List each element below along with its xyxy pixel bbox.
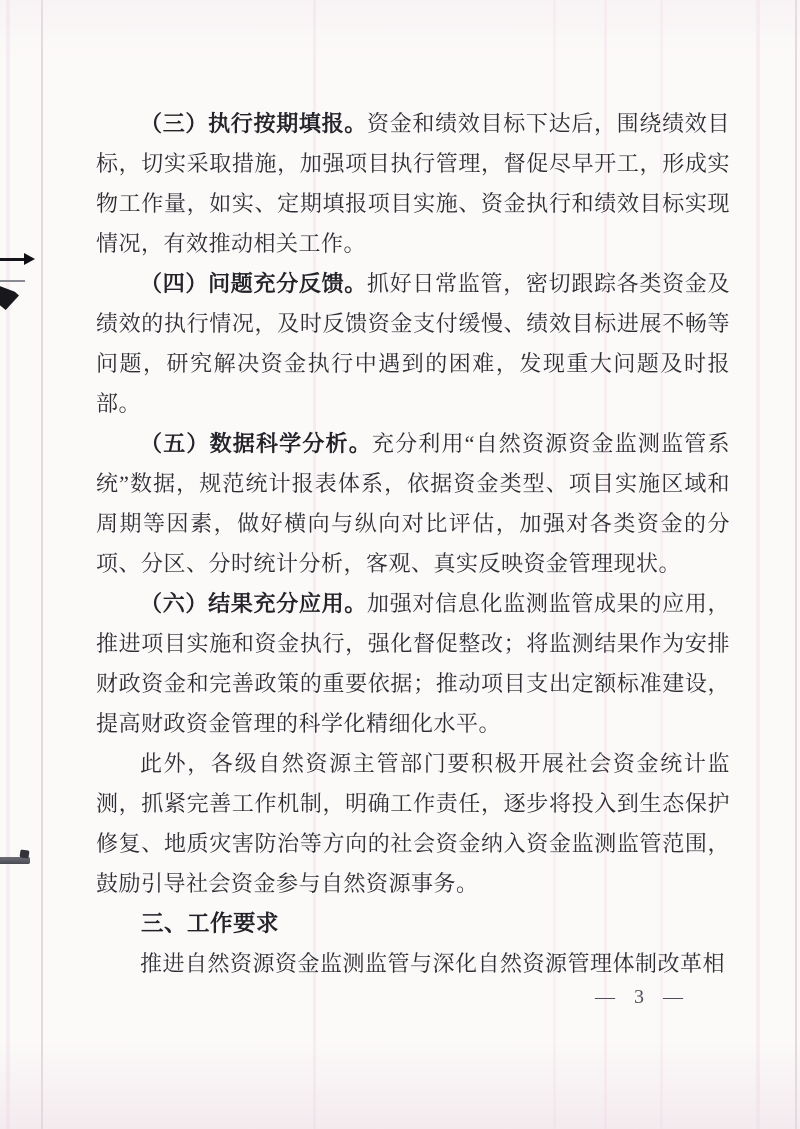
binding-mark-upper-tip: [24, 253, 35, 265]
scan-streak: [756, 0, 760, 1129]
paragraph-3-lead: （三）执行按期填报。: [140, 111, 367, 136]
paragraph-4: [96, 264, 730, 424]
paragraph-3-text: 资金和绩效目标下达后，围绕绩效目标，切实采取措施，加强项目执行管理，督促尽早开工，形成实物工作量，如实、定期填报项目实施、资金执行和绩效目标实现情况，有效推动相关工作。: [96, 111, 730, 256]
paragraph-4-text: 抓好日常监管，密切跟踪各类资金及绩效的执行情况，及时反馈资金支付缓慢、绩效目标进展不畅等问题，研究解决资金执行中遇到的困难，发现重大问题及时报部。: [96, 271, 730, 416]
paragraph-4-lead: （四）问题充分反馈。: [140, 271, 367, 296]
paragraph-6: [96, 584, 730, 744]
section-heading: 三、工作要求: [141, 911, 280, 936]
binding-mark-lower-bar: [0, 857, 30, 864]
paragraph-6-lead: （六）结果充分应用。: [140, 591, 367, 616]
document-body: [96, 104, 730, 984]
paragraph-5: [96, 424, 730, 584]
binding-mark-middle-line: [0, 280, 25, 282]
scan-edge-line-left: [41, 0, 43, 1129]
paragraph-5-lead: （五）数据科学分析。: [140, 431, 372, 456]
scan-edge-line-right: [795, 0, 797, 1129]
paragraph-5-text: 充分利用“自然资源资金监测监管系统”数据，规范统计报表体系，依据资金类型、项目实施区域和周期等因素，做好横向与纵向对比评估，加强对各类资金的分项、分区、分时统计分析，客观、真实反映资金管理现状。: [96, 431, 730, 576]
page-number: — 3 —: [595, 986, 690, 1008]
paragraph-6-text: 加强对信息化监测监管成果的应用，推进项目实施和资金执行，强化督促整改；将监测结果作为安排财政资金和完善政策的重要依据；推动项目支出定额标准建设，提高财政资金管理的科学化精细化水平。: [96, 591, 730, 736]
binding-mark-upper-line: [0, 258, 29, 261]
scan-streak: [6, 0, 10, 1129]
paragraph-additional-text: 此外，各级自然资源主管部门要积极开展社会资金统计监测，抓紧完善工作机制，明确工作责任，逐步将投入到生态保护修复、地质灾害防治等方向的社会资金纳入资金监测监管范围，鼓励引导社会资金参与自然资源事务。: [96, 751, 730, 896]
scan-shading-bottom: [0, 1039, 800, 1129]
binding-mark-wedge: [0, 284, 19, 310]
binding-mark-lower-bump: [19, 849, 29, 858]
scan-shading-top: [0, 0, 800, 60]
paragraph-3: [96, 104, 730, 264]
paragraph-additional: [96, 744, 730, 904]
closing-paragraph: 推进自然资源资金监测监管与深化自然资源管理体制改革相: [140, 951, 726, 976]
